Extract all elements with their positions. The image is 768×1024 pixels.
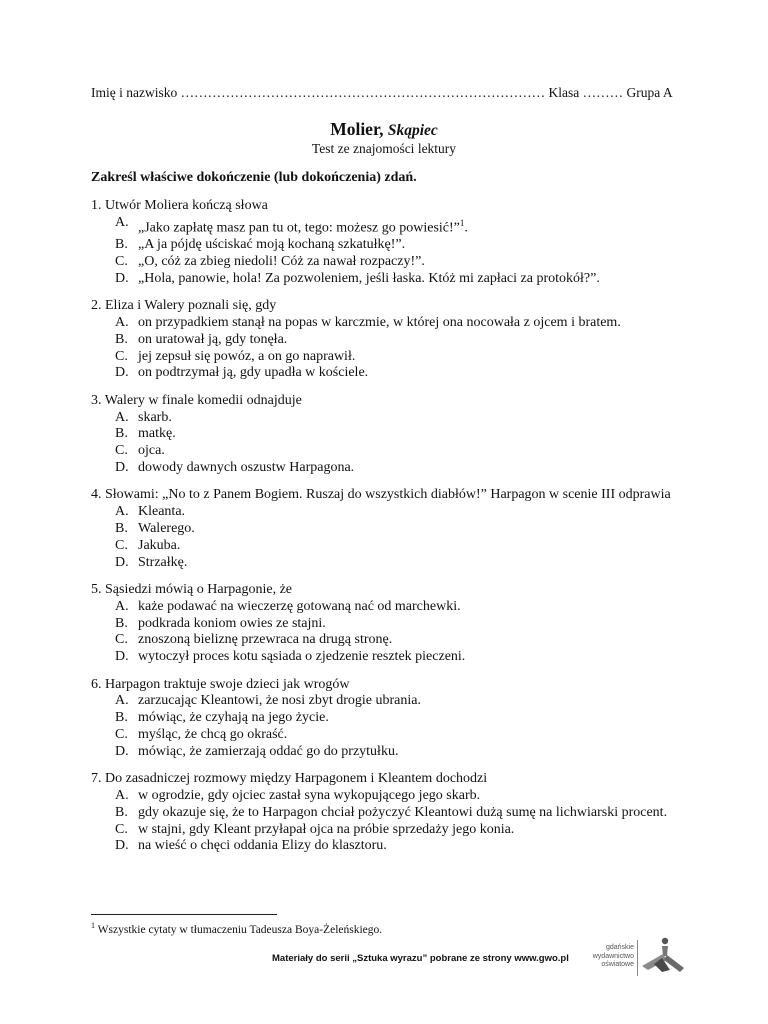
question-1 xyxy=(91,198,691,288)
answer-option[interactable] xyxy=(91,521,691,538)
option-text: na wieść o chęci oddania Elizy do klasztoru. xyxy=(138,838,387,854)
option-text-wrap xyxy=(138,538,691,555)
option-text-wrap xyxy=(138,460,691,477)
question-5 xyxy=(91,582,691,666)
name-blank: ……………………………………………………………………… xyxy=(180,85,546,100)
footnote xyxy=(91,921,382,936)
answer-option[interactable] xyxy=(91,727,691,744)
option-text-wrap xyxy=(138,443,691,460)
option-text: „A ja pójdę uściskać moją kochaną szkatułkę!”. xyxy=(138,237,406,253)
option-text: on przypadkiem stanął na popas w karczmie, w której ona nocowała z ojcem i bratem. xyxy=(138,315,621,331)
class-blank: ……… xyxy=(582,85,624,100)
answer-option[interactable] xyxy=(91,632,691,649)
answer-option[interactable] xyxy=(91,838,691,855)
option-text-wrap xyxy=(138,365,691,382)
option-text-wrap xyxy=(138,822,691,839)
option-letter: C. xyxy=(115,821,128,837)
option-text-wrap xyxy=(138,254,691,271)
option-text: ojca. xyxy=(138,443,165,459)
answer-option[interactable] xyxy=(91,788,691,805)
title-work: Skąpiec xyxy=(387,122,438,139)
option-text-wrap xyxy=(138,504,691,521)
option-letter: A. xyxy=(115,504,129,520)
question-text: 2. Eliza i Walery poznali się, gdy xyxy=(91,298,277,314)
option-letter: B. xyxy=(115,710,128,726)
option-text-wrap xyxy=(138,237,691,254)
option-text-wrap xyxy=(138,555,691,572)
option-text-wrap xyxy=(138,349,691,366)
question-text: 1. Utwór Moliera kończą słowa xyxy=(91,198,268,213)
logo-line: gdańskie xyxy=(605,944,634,951)
question-7 xyxy=(91,771,691,855)
option-text: dowody dawnych oszustw Harpagona. xyxy=(138,460,355,475)
answer-option[interactable] xyxy=(91,693,691,710)
answer-option[interactable] xyxy=(91,410,691,427)
option-letter: A. xyxy=(115,315,129,331)
gwo-logo-icon xyxy=(640,936,686,976)
option-text: zarzucając Kleantowi, że nosi zbyt drogie ubrania. xyxy=(138,693,421,709)
option-letter: D. xyxy=(115,838,129,854)
option-text-wrap xyxy=(138,426,691,443)
answer-option[interactable] xyxy=(91,555,691,572)
option-letter: A. xyxy=(115,787,129,803)
option-letter: D. xyxy=(115,460,129,475)
option-letter: B. xyxy=(115,520,128,536)
answer-option[interactable] xyxy=(91,365,691,382)
page-title xyxy=(0,119,768,140)
answer-option[interactable] xyxy=(91,822,691,839)
instruction: Zakreśl właściwe dokończenie (lub dokończenia) zdań. xyxy=(91,170,417,185)
answer-option[interactable] xyxy=(91,349,691,366)
option-letter: C. xyxy=(115,443,128,459)
answer-option[interactable] xyxy=(91,315,691,332)
option-text-wrap xyxy=(138,838,691,855)
option-letter: C. xyxy=(115,348,128,364)
option-text: Strzałkę. xyxy=(138,554,188,570)
option-text-wrap xyxy=(138,332,691,349)
option-text: matkę. xyxy=(138,426,176,442)
logo-line: wydawnictwo xyxy=(592,952,634,960)
option-text-wrap xyxy=(138,410,691,427)
question-text: 6. Harpagon traktuje swoje dzieci jak wrogów xyxy=(91,676,350,692)
question-text: 4. Słowami: „No to z Panem Bogiem. Ruszaj do wszystkich diabłów!” Harpagon w scenie III odprawia xyxy=(91,487,671,503)
answer-option[interactable] xyxy=(91,616,691,633)
page-subtitle: Test ze znajomości lektury xyxy=(311,141,457,156)
option-text-wrap xyxy=(138,215,691,237)
option-letter: A. xyxy=(115,598,129,614)
option-text: podkrada koniom owies ze stajni. xyxy=(138,615,326,631)
question-3 xyxy=(91,393,691,477)
question-2 xyxy=(91,298,691,382)
option-text-wrap xyxy=(138,744,691,761)
option-letter: C. xyxy=(115,632,128,648)
option-text: mówiąc, że czyhają na jego życie. xyxy=(138,710,329,726)
option-letter: B. xyxy=(115,804,128,820)
title-author: Molier, xyxy=(330,119,384,139)
answer-option[interactable] xyxy=(91,237,691,254)
answer-option[interactable] xyxy=(91,744,691,761)
footnote-divider xyxy=(91,914,277,915)
answer-option[interactable] xyxy=(91,649,691,666)
answer-option[interactable] xyxy=(91,538,691,555)
logo-divider xyxy=(637,940,638,976)
option-letter: B. xyxy=(115,615,128,631)
option-text-wrap xyxy=(138,271,691,288)
option-text: „Hola, panowie, hola! Za pozwoleniem, jeśli łaska. Któż mi zapłaci za protokół?”. xyxy=(138,270,600,286)
option-text: znoszoną bieliznę przewraca na drugą stronę. xyxy=(138,632,393,648)
option-letter: C. xyxy=(115,726,128,742)
option-suffix: . xyxy=(464,220,468,236)
answer-option[interactable] xyxy=(91,443,691,460)
answer-option[interactable] xyxy=(91,460,691,477)
option-text-wrap xyxy=(138,710,691,727)
answer-option[interactable] xyxy=(91,215,691,237)
option-text: każe podawać na wieczerzę gotowaną nać od marchewki. xyxy=(138,598,461,614)
option-letter: D. xyxy=(115,270,129,286)
option-letter: D. xyxy=(115,365,129,381)
footnote-mark: 1 xyxy=(91,921,95,930)
option-text: jej zepsuł się powóz, a on go naprawił. xyxy=(138,348,356,364)
publisher-logo-text xyxy=(584,944,634,970)
footnote-text: Wszystkie cytaty w tłumaczeniu Tadeusza Boya-Żeleńskiego. xyxy=(97,923,383,936)
question-text: 5. Sąsiedzi mówią o Harpagonie, że xyxy=(91,581,292,597)
answer-option[interactable] xyxy=(91,504,691,521)
footnote-reference: 1 xyxy=(459,217,465,228)
option-letter: A. xyxy=(115,214,129,230)
option-text: skarb. xyxy=(138,409,172,425)
student-header xyxy=(91,85,675,101)
option-text-wrap xyxy=(138,521,691,538)
answer-option[interactable] xyxy=(91,710,691,727)
option-text: w stajni, gdy Kleant przyłapał ojca na próbie sprzedaży jego konia. xyxy=(138,821,515,837)
option-text-wrap xyxy=(138,599,691,616)
answer-option[interactable] xyxy=(91,805,691,822)
option-letter: B. xyxy=(115,331,128,347)
logo-line: oświatowe xyxy=(601,961,634,968)
answer-option[interactable] xyxy=(91,426,691,443)
name-label: Imię i nazwisko xyxy=(91,85,178,100)
option-letter: A. xyxy=(115,693,129,709)
option-letter: B. xyxy=(115,426,128,442)
option-text: mówiąc, że zamierzają oddać go do przytułku. xyxy=(138,743,399,759)
answer-option[interactable] xyxy=(91,599,691,616)
class-label: Klasa xyxy=(548,85,580,100)
option-text-wrap xyxy=(138,727,691,744)
option-text: „Jako zapłatę masz pan tu ot, tego: możesz go powiesić!” xyxy=(138,220,460,236)
question-6 xyxy=(91,677,691,761)
option-text: myśląc, że chcą go okraść. xyxy=(138,726,288,742)
option-text-wrap xyxy=(138,788,691,805)
answer-option[interactable] xyxy=(91,271,691,288)
option-text-wrap xyxy=(138,649,691,666)
option-text: w ogrodzie, gdy ojciec zastał syna wykopującego jego skarb. xyxy=(138,787,481,803)
option-letter: A. xyxy=(115,409,129,425)
answer-option[interactable] xyxy=(91,254,691,271)
option-text-wrap xyxy=(138,315,691,332)
question-list xyxy=(91,198,691,866)
answer-option[interactable] xyxy=(91,332,691,349)
option-text: gdy okazuje się, że to Harpagon chciał pożyczyć Kleantowi dużą sumę na lichwiarski procent. xyxy=(138,804,668,820)
option-text-wrap xyxy=(138,805,691,822)
group-label: Grupa A xyxy=(626,85,673,100)
option-text: „O, cóż za zbieg niedoli! Cóż za nawał rozpaczy!”. xyxy=(138,254,425,270)
option-text: Walerego. xyxy=(138,520,195,536)
option-letter: C. xyxy=(115,537,128,553)
option-text: wytoczył proces kotu sąsiada o zjedzenie resztek pieczeni. xyxy=(138,649,466,665)
option-letter: C. xyxy=(115,254,128,270)
question-text: 3. Walery w finale komedii odnajduje xyxy=(91,392,302,408)
option-letter: D. xyxy=(115,649,129,665)
option-text-wrap xyxy=(138,693,691,710)
option-letter: D. xyxy=(115,554,129,570)
option-text: Kleanta. xyxy=(138,504,186,520)
question-4 xyxy=(91,487,691,571)
option-text: on podtrzymał ją, gdy upadła w kościele. xyxy=(138,365,369,381)
option-letter: D. xyxy=(115,743,129,759)
option-text: Jakuba. xyxy=(138,537,181,553)
option-text-wrap xyxy=(138,632,691,649)
footer-source-text: Materiały do serii „Sztuka wyrazu” pobrane ze strony www.gwo.pl xyxy=(272,953,569,964)
option-text: on uratował ją, gdy tonęła. xyxy=(138,331,288,347)
question-text: 7. Do zasadniczej rozmowy między Harpagonem i Kleantem dochodzi xyxy=(91,771,488,787)
option-text-wrap xyxy=(138,616,691,633)
option-letter: B. xyxy=(115,237,128,253)
